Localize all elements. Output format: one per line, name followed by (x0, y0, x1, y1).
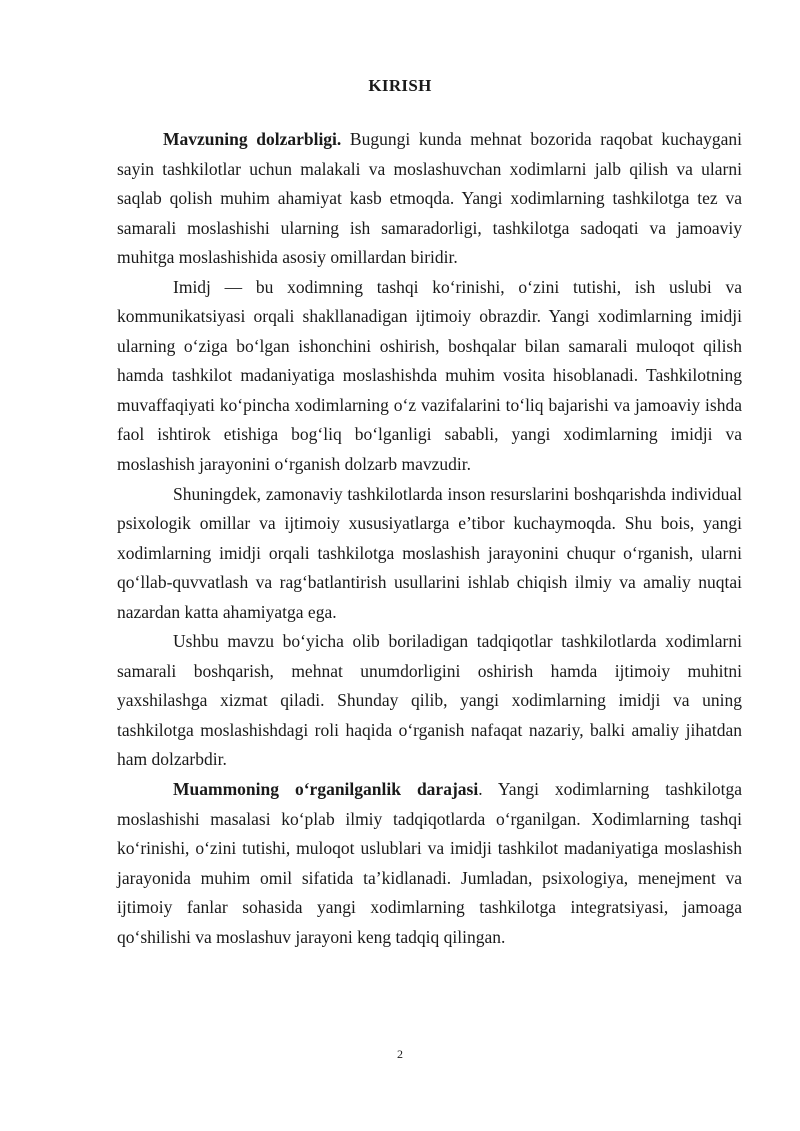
paragraph-degree-of-study (117, 775, 742, 952)
paragraph-lead-degree-of-study: Muammoning o‘rganilganlik darajasi (173, 779, 479, 800)
paragraph-text: . Yangi xodimlarning tashkilotga moslashishi masalasi ko‘plab ilmiy tadqiqotlarda o‘rganilgan. Xodimlarning tashqi ko‘rinishi, o‘zini tutishi, muloqot uslublari va imidji tashkilot madaniyatiga moslashish jarayonida muhim omil sifatida ta’kidlanadi. Jumladan, psixologiya, menejment va ijtimoiy fanlar sohasida yangi xodimlarning tashkilotga integratsiyasi, jamoaga qo‘shilishi va moslashuv jarayoni keng tadqiq qilingan. (117, 779, 742, 947)
paragraph-text: Bugungi kunda mehnat bozorida raqobat kuchaygani sayin tashkilotlar uchun malakali va moslashuvchan xodimlarni jalb qilish va ularni saqlab qolish muhim ahamiyat kasb etmoqda. Yangi xodimlarning tashkilotga tez va samarali moslashishi ularning ish samaradorligi, tashkilotga sadoqati va jamoaviy muhitga moslashishida asosiy omillardan biridir. (117, 129, 742, 268)
page-number: 2 (397, 1047, 403, 1061)
paragraph-lead-relevance: Mavzuning dolzarbligi. (163, 129, 342, 149)
paragraph-image-definition (117, 273, 742, 480)
paragraph-relevance (117, 125, 742, 273)
paragraph-text: Shuningdek, zamonaviy tashkilotlarda inson resurslarini boshqarishda individual psixologik omillar va ijtimoiy xususiyatlarga e’tibor kuchaymoqda. Shu bois, yangi xodimlarning imidji orqali tashkilotga moslashish jarayonini chuqur o‘rganish, ularni qo‘llab-quvvatlash va rag‘batlantirish usullarini ishlab chiqish ilmiy va amaliy nuqtai nazardan katta ahamiyatga ega. (117, 483, 742, 622)
document-body (117, 125, 742, 952)
paragraph-text: Imidj — bu xodimning tashqi ko‘rinishi, o‘zini tutishi, ish uslubi va kommunikatsiyasi orqali shakllanadigan ijtimoiy obrazdir. Yangi xodimlarning imidji ularning o‘ziga bo‘lgan ishonchini oshirish, boshqalar bilan samarali muloqot qilish hamda tashkilot madaniyatiga moslashishda muhim vosita hisoblanadi. Tashkilotning muvaffaqiyati ko‘pincha xodimlarning o‘z vazifalarini to‘liq bajarishi va jamoaviy ishda faol ishtirok etishiga bog‘liq bo‘lganligi sababli, yangi xodimlarning imidji va moslashish jarayonini o‘rganish dolzarb mavzudir. (117, 276, 742, 475)
paragraph-hr-management (117, 480, 742, 628)
paragraph-research-significance (117, 627, 742, 775)
paragraph-text: Ushbu mavzu bo‘yicha olib boriladigan tadqiqotlar tashkilotlarda xodimlarni samarali boshqarish, mehnat unumdorligini oshirish hamda ijtimoiy muhitni yaxshilashga xizmat qiladi. Shunday qilib, yangi xodimlarning imidji va uning tashkilotga moslashishdagi roli haqida o‘rganish nafaqat nazariy, balki amaliy jihatdan ham dolzarbdir. (117, 631, 742, 770)
page-title: KIRISH (368, 76, 432, 95)
